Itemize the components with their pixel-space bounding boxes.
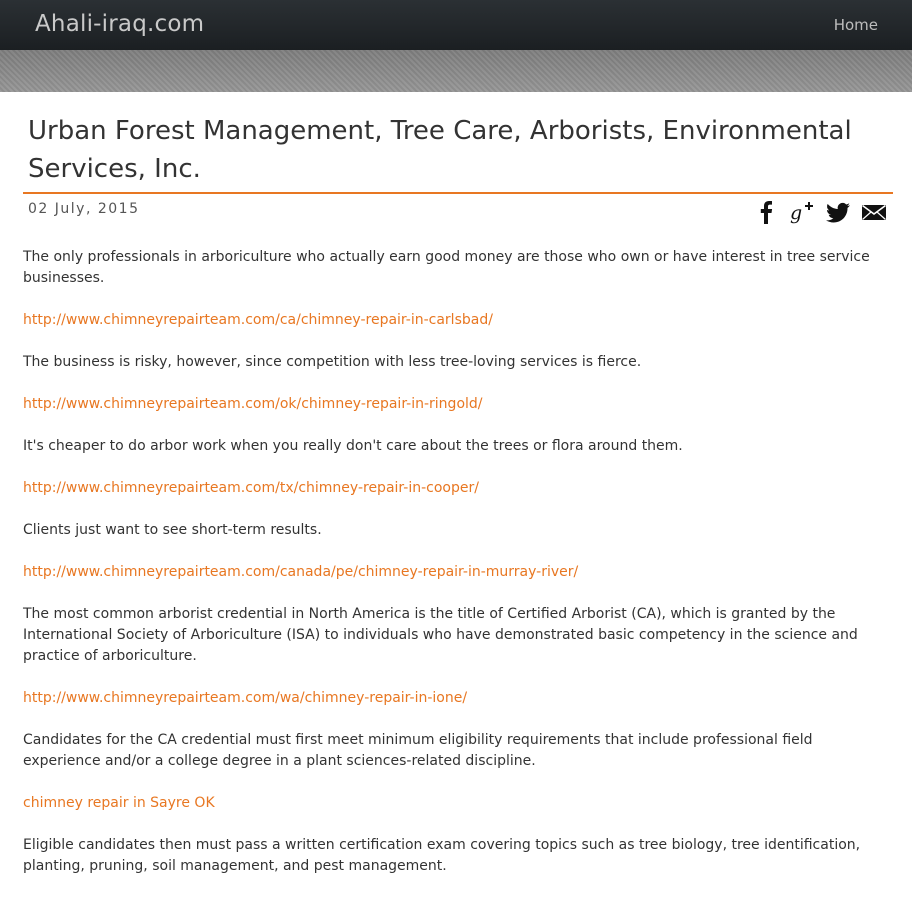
article-link[interactable]: http://www.chimneyrepairteam.com/wa/chimney-repair-in-ione/ — [23, 690, 468, 706]
article-paragraph: Clients just want to see short-term results. — [23, 522, 322, 538]
header-banner — [0, 50, 912, 92]
article-link[interactable]: http://www.chimneyrepairteam.com/ca/chimney-repair-in-carlsbad/ — [23, 312, 493, 328]
email-icon[interactable] — [861, 199, 887, 225]
article-paragraph: The business is risky, however, since competition with less tree-loving services is fierce. — [23, 354, 642, 370]
share-buttons — [753, 199, 887, 225]
article-link[interactable]: http://www.chimneyrepairteam.com/tx/chimney-repair-in-cooper/ — [23, 480, 479, 496]
article-paragraph: The most common arborist credential in North America is the title of Certified Arborist (CA), which is granted by the International Society of Arboriculture (ISA) to individuals who have demonstrated basic competency in the science and practice of arboriculture. — [23, 606, 858, 664]
article-paragraph: Candidates for the CA credential must first meet minimum eligibility requirements that include professional field experience and/or a college degree in a plant sciences-related discipline. — [23, 732, 813, 769]
article-paragraph: It's cheaper to do arbor work when you really don't care about the trees or flora around them. — [23, 438, 683, 454]
facebook-icon[interactable] — [753, 199, 779, 225]
article-paragraph: The only professionals in arboriculture who actually earn good money are those who own or have interest in tree service businesses. — [23, 249, 870, 286]
svg-text:g: g — [790, 202, 803, 224]
article-link[interactable]: http://www.chimneyrepairteam.com/canada/pe/chimney-repair-in-murray-river/ — [23, 564, 579, 580]
article-body — [23, 247, 893, 877]
article-meta — [23, 194, 893, 234]
article-title: Urban Forest Management, Tree Care, Arborists, Environmental Services, Inc. — [28, 116, 852, 184]
google-plus-icon[interactable] — [789, 199, 815, 225]
article-date: 02 July, 2015 — [28, 201, 140, 217]
article-link[interactable]: http://www.chimneyrepairteam.com/ok/chimney-repair-in-ringold/ — [23, 396, 483, 412]
article — [23, 92, 893, 898]
top-navbar — [0, 0, 912, 50]
site-brand-link[interactable]: Ahali-iraq.com — [35, 11, 205, 37]
nav-home-link[interactable]: Home — [833, 16, 878, 34]
twitter-icon[interactable] — [825, 199, 851, 225]
article-link[interactable]: chimney repair in Sayre OK — [23, 795, 215, 811]
article-paragraph: Eligible candidates then must pass a written certification exam covering topics such as tree biology, tree identification, planting, pruning, soil management, and pest management. — [23, 837, 861, 874]
